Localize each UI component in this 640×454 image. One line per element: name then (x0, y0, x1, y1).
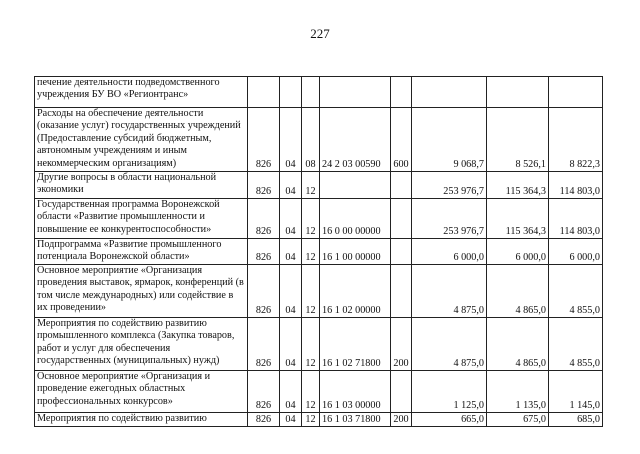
table-row (35, 239, 603, 265)
table-row (35, 265, 603, 318)
expense-type-code (391, 199, 412, 239)
page-number: 227 (310, 26, 330, 41)
amount-year-1: 253 976,7 (412, 199, 487, 239)
section-code: 04 (280, 239, 302, 265)
expense-type-code: 200 (391, 413, 412, 427)
subsection-code: 08 (302, 108, 320, 172)
expense-type-code: 200 (391, 318, 412, 371)
expense-type-code (391, 77, 412, 108)
amount-year-1: 6 000,0 (412, 239, 487, 265)
ministry-code: 826 (248, 371, 280, 413)
target-code: 16 1 00 00000 (320, 239, 391, 265)
amount-year-1: 9 068,7 (412, 108, 487, 172)
budget-table (34, 76, 603, 427)
row-name: Подпрограмма «Развитие промышленного потенциала Воронежской области» (35, 239, 248, 265)
target-code: 16 1 02 71800 (320, 318, 391, 371)
subsection-code: 12 (302, 318, 320, 371)
row-name: Расходы на обеспечение деятельности (оказание услуг) государственных учреждений (Предоставление субсидий бюджетным, автономным учреждениям и иным некоммерческим организациям) (35, 108, 248, 172)
amount-year-1: 4 875,0 (412, 265, 487, 318)
amount-year-1: 665,0 (412, 413, 487, 427)
amount-year-2: 115 364,3 (487, 172, 549, 199)
ministry-code: 826 (248, 172, 280, 199)
amount-year-2 (487, 77, 549, 108)
amount-year-2: 1 135,0 (487, 371, 549, 413)
target-code: 16 1 03 00000 (320, 371, 391, 413)
amount-year-2: 4 865,0 (487, 265, 549, 318)
amount-year-3: 1 145,0 (549, 371, 603, 413)
row-name: Другие вопросы в области национальной экономики (35, 172, 248, 199)
row-name: Основное мероприятие «Организация проведения выставок, ярмарок, конференций (в том числе международных) или содействие в их проведении» (35, 265, 248, 318)
row-name: Мероприятия по содействию развитию промышленного комплекса (Закупка товаров, работ и услуг для обеспечения государственных (муниципальных) нужд) (35, 318, 248, 371)
subsection-code: 12 (302, 199, 320, 239)
ministry-code: 826 (248, 265, 280, 318)
expense-type-code (391, 371, 412, 413)
amount-year-3: 4 855,0 (549, 265, 603, 318)
table-row (35, 318, 603, 371)
target-code: 16 1 03 71800 (320, 413, 391, 427)
expense-type-code (391, 265, 412, 318)
ministry-code: 826 (248, 413, 280, 427)
table-row (35, 413, 603, 427)
table-row (35, 77, 603, 108)
section-code (280, 77, 302, 108)
amount-year-3 (549, 77, 603, 108)
target-code: 16 1 02 00000 (320, 265, 391, 318)
target-code (320, 172, 391, 199)
subsection-code: 12 (302, 413, 320, 427)
amount-year-3: 114 803,0 (549, 172, 603, 199)
ministry-code: 826 (248, 199, 280, 239)
section-code: 04 (280, 108, 302, 172)
amount-year-1: 253 976,7 (412, 172, 487, 199)
table-row (35, 108, 603, 172)
ministry-code: 826 (248, 318, 280, 371)
amount-year-1: 4 875,0 (412, 318, 487, 371)
amount-year-1: 1 125,0 (412, 371, 487, 413)
section-code: 04 (280, 265, 302, 318)
section-code: 04 (280, 199, 302, 239)
row-name: Мероприятия по содействию развитию (35, 413, 248, 427)
amount-year-3: 6 000,0 (549, 239, 603, 265)
amount-year-2: 6 000,0 (487, 239, 549, 265)
amount-year-3: 8 822,3 (549, 108, 603, 172)
expense-type-code (391, 172, 412, 199)
target-code (320, 77, 391, 108)
row-name: Основное мероприятие «Организация и проведение ежегодных областных профессиональных конкурсов» (35, 371, 248, 413)
ministry-code: 826 (248, 239, 280, 265)
section-code: 04 (280, 371, 302, 413)
section-code: 04 (280, 413, 302, 427)
amount-year-2: 675,0 (487, 413, 549, 427)
target-code: 16 0 00 00000 (320, 199, 391, 239)
amount-year-3: 4 855,0 (549, 318, 603, 371)
table-row (35, 199, 603, 239)
ministry-code: 826 (248, 108, 280, 172)
row-name: Государственная программа Воронежской области «Развитие промышленности и повышение ее конкурентоспособности» (35, 199, 248, 239)
subsection-code: 12 (302, 172, 320, 199)
amount-year-3: 685,0 (549, 413, 603, 427)
amount-year-1 (412, 77, 487, 108)
amount-year-2: 4 865,0 (487, 318, 549, 371)
amount-year-2: 115 364,3 (487, 199, 549, 239)
expense-type-code (391, 239, 412, 265)
row-name: печение деятельности подведомственного учреждения БУ ВО «Регионтранс» (35, 77, 248, 108)
table-row (35, 371, 603, 413)
amount-year-3: 114 803,0 (549, 199, 603, 239)
subsection-code: 12 (302, 265, 320, 318)
target-code: 24 2 03 00590 (320, 108, 391, 172)
subsection-code: 12 (302, 371, 320, 413)
expense-type-code: 600 (391, 108, 412, 172)
table-row (35, 172, 603, 199)
amount-year-2: 8 526,1 (487, 108, 549, 172)
ministry-code (248, 77, 280, 108)
subsection-code (302, 77, 320, 108)
section-code: 04 (280, 318, 302, 371)
subsection-code: 12 (302, 239, 320, 265)
section-code: 04 (280, 172, 302, 199)
